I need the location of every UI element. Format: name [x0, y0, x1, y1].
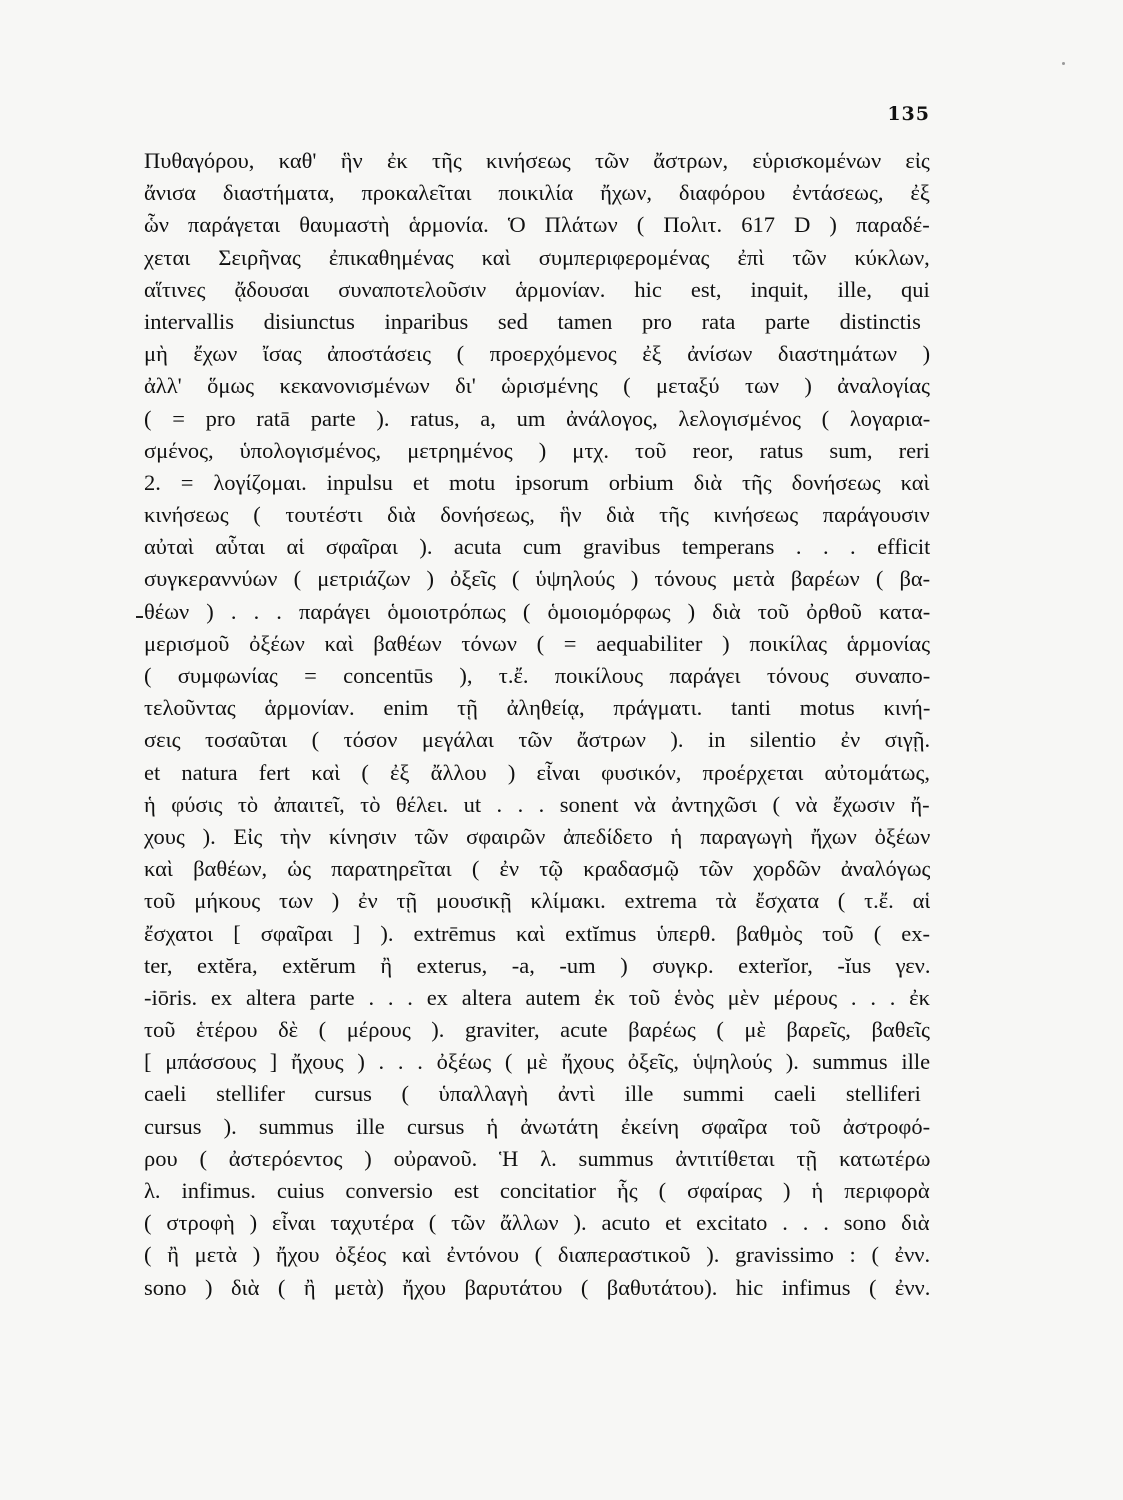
text-line: θέων ) . . . παράγει ὁμοιοτρόπως ( ὁμοιομόρφως ) διὰ τοῦ ὀρθοῦ κατα- [144, 598, 930, 624]
text-line: μερισμοῦ ὀξέων καὶ βαθέων τόνων ( = aequabiliter ) ποικίλας ἁρμονίας [144, 630, 930, 656]
scan-speck [1062, 62, 1065, 65]
text-line: χους ). Εἰς τὴν κίνησιν τῶν σφαιρῶν ἀπεδίδετο ἡ παραγωγὴ ἤχων ὀξέων [144, 823, 930, 849]
text-line: τοῦ ἑτέρου δὲ ( μέρους ). graviter, acute βαρέως ( μὲ βαρεῖς, βαθεῖς [144, 1017, 930, 1043]
page-number: 135 [887, 103, 930, 125]
text-line: ὧν παράγεται θαυμαστὴ ἁρμονία. Ὁ Πλάτων ( Πολιτ. 617 D ) παραδέ- [144, 212, 930, 238]
text-line: ( = pro ratā parte ). ratus, a, um ἀνάλογος, λελογισμένος ( λογαρια- [144, 405, 930, 431]
text-line: σμένος, ὑπολογισμένος, μετρημένος ) μτχ. τοῦ reor, ratus sum, reri [144, 437, 930, 463]
text-line: ἡ φύσις τὸ ἀπαιτεῖ, τὸ θέλει. ut . . . sonent νὰ ἀντηχῶσι ( νὰ ἔχωσιν ἤ- [144, 791, 930, 817]
text-line: ἔσχατοι [ σφαῖραι ] ). extrēmus καὶ extĭmus ὑπερθ. βαθμὸς τοῦ ( ex- [144, 920, 930, 946]
text-line: αὐταὶ αὗται αἱ σφαῖραι ). acuta cum gravibus temperans . . . efficit [144, 534, 930, 560]
text-line: cursus ). summus ille cursus ἡ ἀνωτάτη ἐκείνη σφαῖρα τοῦ ἀστροφό- [144, 1113, 930, 1139]
text-line: -iōris. ex altera parte . . . ex altera autem ἐκ τοῦ ἑνὸς μὲν μέρους . . . ἐκ [144, 984, 930, 1010]
text-line: κινήσεως ( τουτέστι διὰ δονήσεως, ἣν διὰ τῆς κινήσεως παράγουσιν [144, 502, 930, 528]
text-line: ter, extĕra, extĕrum ἢ exterus, -a, -um ) συγκρ. exterĭor, -ĭus γεν. [144, 952, 930, 978]
text-line: μὴ ἔχων ἴσας ἀποστάσεις ( προερχόμενος ἐξ ἀνίσων διαστημάτων ) [144, 341, 930, 367]
text-line: ἄνισα διαστήματα, προκαλεῖται ποικιλία ἤχων, διαφόρου ἐντάσεως, ἐξ [144, 180, 930, 206]
body-text [144, 145, 930, 1304]
text-line: ἀλλ' ὅμως κεκανονισμένων δι' ὡρισμένης ( μεταξύ των ) ἀναλογίας [144, 373, 930, 399]
text-line: 2. = λογίζομαι. inpulsu et motu ipsorum orbium διὰ τῆς δονήσεως καὶ [144, 469, 930, 495]
text-line: αἵτινες ᾄδουσαι συναποτελοῦσιν ἁρμονίαν. hic est, inquit, ille, qui [144, 276, 930, 302]
text-line: ρου ( ἀστερόεντος ) οὐρανοῦ. Ἡ λ. summus ἀντιτίθεται τῇ κατωτέρω [144, 1145, 930, 1171]
text-line: sono ) διὰ ( ἢ μετὰ) ἤχου βαρυτάτου ( βαθυτάτου). hic infimus ( ἐνν. [144, 1274, 930, 1300]
text-line: caeli stellifer cursus ( ὑπαλλαγὴ ἀντὶ ille summi caeli stelliferi [144, 1081, 921, 1107]
text-line: intervallis disiunctus inparibus sed tamen pro rata parte distinctis [144, 308, 921, 334]
text-line: χεται Σειρῆνας ἐπικαθημένας καὶ συμπεριφερομένας ἐπὶ τῶν κύκλων, [144, 244, 930, 270]
text-line: καὶ βαθέων, ὡς παρατηρεῖται ( ἐν τῷ κραδασμῷ τῶν χορδῶν ἀναλόγως [144, 856, 930, 882]
text-line: ( ἢ μετὰ ) ἤχου ὀξέος καὶ ἐντόνου ( διαπεραστικοῦ ). gravissimo : ( ἐνν. [144, 1242, 930, 1268]
margin-mark [136, 616, 143, 618]
text-line: τελοῦντας ἁρμονίαν. enim τῇ ἀληθείᾳ, πράγματι. tanti motus κινή- [144, 695, 930, 721]
text-line: λ. infimus. cuius conversio est concitatior ἧς ( σφαίρας ) ἡ περιφορὰ [144, 1178, 930, 1203]
text-line: [ μπάσσους ] ἤχους ) . . . ὀξέως ( μὲ ἤχους ὀξεῖς, ὑψηλούς ). summus ille [144, 1049, 930, 1075]
text-line: et natura fert καὶ ( ἐξ ἄλλου ) εἶναι φυσικόν, προέρχεται αὐτομάτως, [144, 759, 930, 785]
text-line: Πυθαγόρου, καθ' ἣν ἐκ τῆς κινήσεως τῶν ἄστρων, εὑρισκομένων εἰς [144, 148, 930, 173]
text-line: σεις τοσαῦται ( τόσον μεγάλαι τῶν ἄστρων ). in silentio ἐν σιγῇ. [144, 727, 930, 753]
text-line: ( συμφωνίας = concentūs ), τ.ἔ. ποικίλους παράγει τόνους συναπο- [144, 663, 930, 688]
text-line: τοῦ μήκους των ) ἐν τῇ μουσικῇ κλίμακι. extrema τὰ ἔσχατα ( τ.ἔ. αἱ [144, 888, 930, 914]
text-line: ( στροφὴ ) εἶναι ταχυτέρα ( τῶν ἄλλων ). acuto et excitato . . . sono διὰ [144, 1210, 930, 1236]
text-line: συγκεραννύων ( μετριάζων ) ὀξεῖς ( ὑψηλούς ) τόνους μετὰ βαρέων ( βα- [144, 566, 930, 592]
